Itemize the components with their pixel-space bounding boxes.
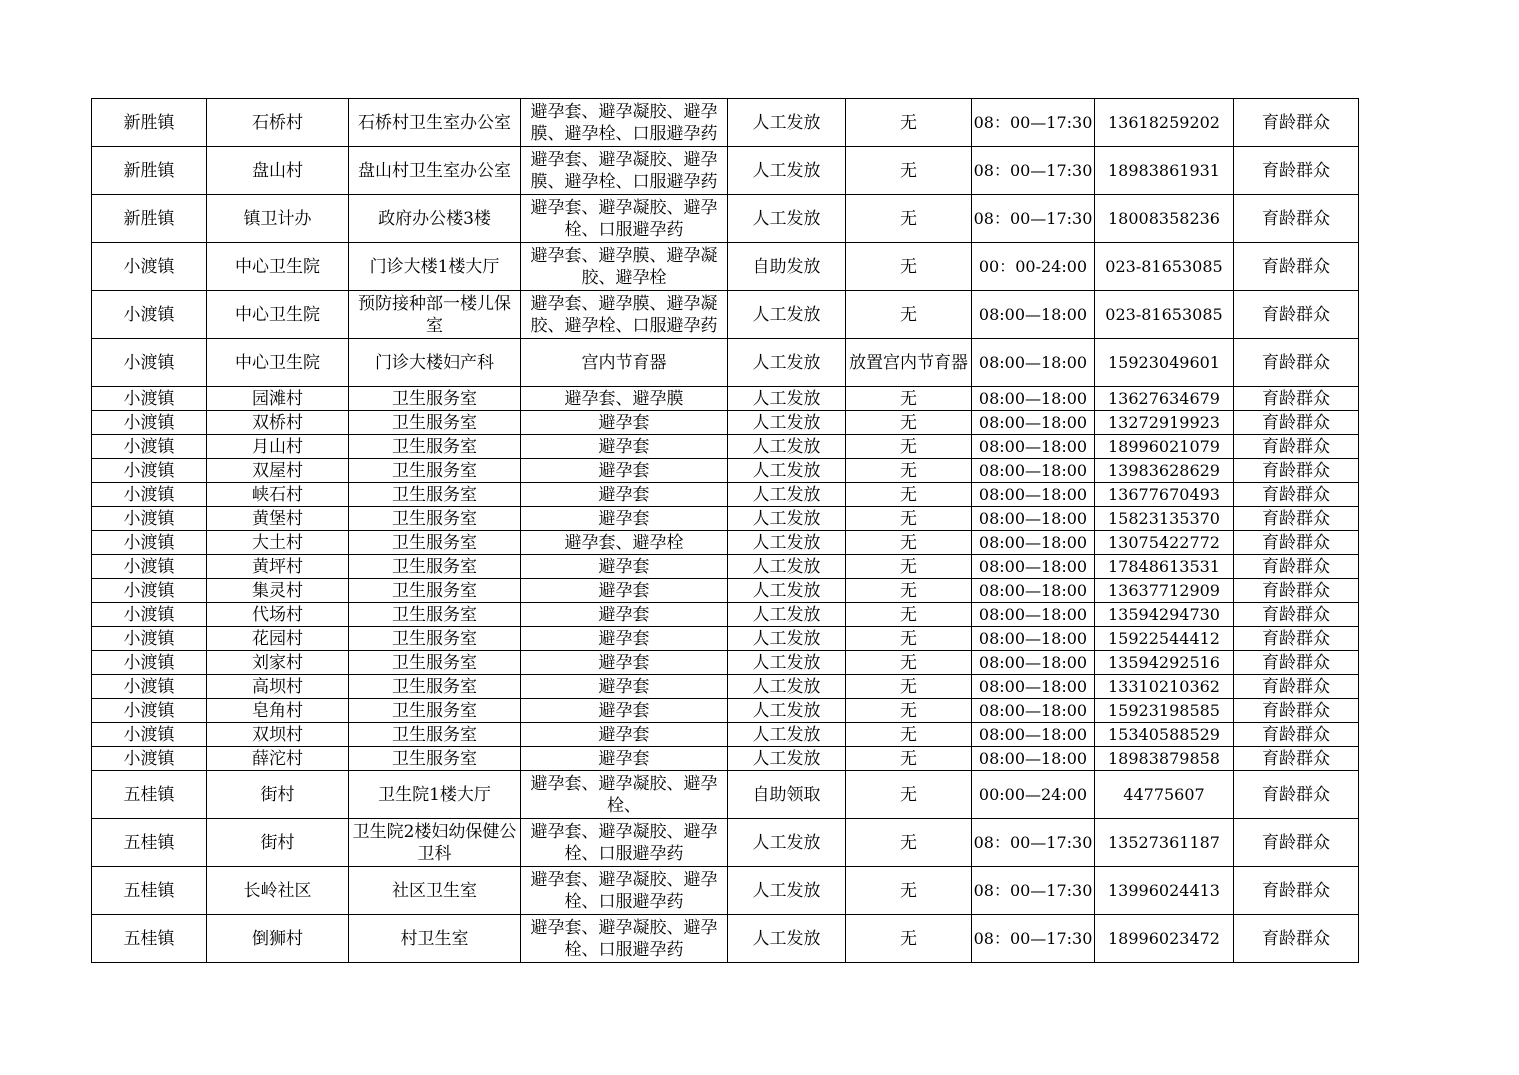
- items-cell: 避孕套、避孕栓: [521, 531, 728, 555]
- hours-cell: 08：00—17:30: [972, 915, 1095, 963]
- hours-cell: 08:00—18:00: [972, 651, 1095, 675]
- note-cell: 无: [846, 627, 972, 651]
- items-cell: 避孕套: [521, 411, 728, 435]
- table-row: [92, 387, 1359, 411]
- target-cell: 育龄群众: [1234, 531, 1359, 555]
- place-cell: 卫生服务室: [349, 651, 521, 675]
- hours-cell: 08:00—18:00: [972, 459, 1095, 483]
- location-cell: 双桥村: [207, 411, 349, 435]
- method-cell: 自助发放: [728, 243, 846, 291]
- method-cell: 人工发放: [728, 339, 846, 387]
- target-cell: 育龄群众: [1234, 435, 1359, 459]
- town-cell: 小渡镇: [92, 243, 207, 291]
- location-cell: 中心卫生院: [207, 291, 349, 339]
- town-cell: 小渡镇: [92, 627, 207, 651]
- target-cell: 育龄群众: [1234, 507, 1359, 531]
- method-cell: 人工发放: [728, 627, 846, 651]
- phone-cell: 15923198585: [1095, 699, 1234, 723]
- place-cell: 卫生服务室: [349, 699, 521, 723]
- hours-cell: 08：00—17:30: [972, 99, 1095, 147]
- place-cell: 卫生服务室: [349, 675, 521, 699]
- table-row: [92, 435, 1359, 459]
- target-cell: 育龄群众: [1234, 459, 1359, 483]
- note-cell: 无: [846, 867, 972, 915]
- town-cell: 小渡镇: [92, 603, 207, 627]
- table-row: [92, 603, 1359, 627]
- note-cell: 无: [846, 147, 972, 195]
- method-cell: 人工发放: [728, 579, 846, 603]
- phone-cell: 023-81653085: [1095, 243, 1234, 291]
- hours-cell: 08:00—18:00: [972, 555, 1095, 579]
- hours-cell: 08:00—18:00: [972, 723, 1095, 747]
- town-cell: 小渡镇: [92, 387, 207, 411]
- method-cell: 人工发放: [728, 531, 846, 555]
- note-cell: 无: [846, 603, 972, 627]
- place-cell: 卫生服务室: [349, 435, 521, 459]
- target-cell: 育龄群众: [1234, 627, 1359, 651]
- table-row: [92, 747, 1359, 771]
- note-cell: 无: [846, 723, 972, 747]
- phone-cell: 15923049601: [1095, 339, 1234, 387]
- hours-cell: 08:00—18:00: [972, 603, 1095, 627]
- location-cell: 峡石村: [207, 483, 349, 507]
- items-cell: 避孕套: [521, 483, 728, 507]
- table-row: [92, 99, 1359, 147]
- items-cell: 避孕套、避孕膜: [521, 387, 728, 411]
- phone-cell: 13677670493: [1095, 483, 1234, 507]
- phone-cell: 13272919923: [1095, 411, 1234, 435]
- hours-cell: 08:00—18:00: [972, 699, 1095, 723]
- items-cell: 避孕套: [521, 555, 728, 579]
- hours-cell: 00：00-24:00: [972, 243, 1095, 291]
- location-cell: 花园村: [207, 627, 349, 651]
- note-cell: 无: [846, 483, 972, 507]
- place-cell: 卫生服务室: [349, 747, 521, 771]
- table-row: [92, 243, 1359, 291]
- phone-cell: 13618259202: [1095, 99, 1234, 147]
- location-cell: 镇卫计办: [207, 195, 349, 243]
- table-row: [92, 579, 1359, 603]
- items-cell: 避孕套: [521, 651, 728, 675]
- place-cell: 卫生服务室: [349, 411, 521, 435]
- items-cell: 避孕套: [521, 723, 728, 747]
- items-cell: 宫内节育器: [521, 339, 728, 387]
- items-cell: 避孕套: [521, 603, 728, 627]
- target-cell: 育龄群众: [1234, 867, 1359, 915]
- target-cell: 育龄群众: [1234, 483, 1359, 507]
- target-cell: 育龄群众: [1234, 243, 1359, 291]
- table-row: [92, 507, 1359, 531]
- location-cell: 薛沱村: [207, 747, 349, 771]
- table-row: [92, 771, 1359, 819]
- town-cell: 小渡镇: [92, 459, 207, 483]
- items-cell: 避孕套、避孕膜、避孕凝胶、避孕栓、口服避孕药: [521, 291, 728, 339]
- target-cell: 育龄群众: [1234, 819, 1359, 867]
- note-cell: 无: [846, 675, 972, 699]
- place-cell: 卫生服务室: [349, 507, 521, 531]
- items-cell: 避孕套、避孕凝胶、避孕栓、口服避孕药: [521, 195, 728, 243]
- method-cell: 人工发放: [728, 699, 846, 723]
- location-cell: 黄堡村: [207, 507, 349, 531]
- phone-cell: 18983861931: [1095, 147, 1234, 195]
- place-cell: 卫生服务室: [349, 531, 521, 555]
- note-cell: 无: [846, 291, 972, 339]
- target-cell: 育龄群众: [1234, 747, 1359, 771]
- hours-cell: 08:00—18:00: [972, 291, 1095, 339]
- table-row: [92, 147, 1359, 195]
- note-cell: 无: [846, 507, 972, 531]
- location-cell: 街村: [207, 819, 349, 867]
- target-cell: 育龄群众: [1234, 723, 1359, 747]
- target-cell: 育龄群众: [1234, 771, 1359, 819]
- method-cell: 人工发放: [728, 747, 846, 771]
- items-cell: 避孕套: [521, 627, 728, 651]
- phone-cell: 13637712909: [1095, 579, 1234, 603]
- hours-cell: 08：00—17:30: [972, 867, 1095, 915]
- note-cell: 无: [846, 915, 972, 963]
- method-cell: 人工发放: [728, 99, 846, 147]
- table-row: [92, 723, 1359, 747]
- table-row: [92, 675, 1359, 699]
- place-cell: 卫生服务室: [349, 603, 521, 627]
- place-cell: 卫生院2楼妇幼保健公卫科: [349, 819, 521, 867]
- location-cell: 中心卫生院: [207, 339, 349, 387]
- note-cell: 无: [846, 771, 972, 819]
- place-cell: 卫生服务室: [349, 723, 521, 747]
- hours-cell: 08:00—18:00: [972, 531, 1095, 555]
- phone-cell: 15922544412: [1095, 627, 1234, 651]
- target-cell: 育龄群众: [1234, 675, 1359, 699]
- location-cell: 倒狮村: [207, 915, 349, 963]
- town-cell: 小渡镇: [92, 579, 207, 603]
- method-cell: 人工发放: [728, 507, 846, 531]
- location-cell: 石桥村: [207, 99, 349, 147]
- place-cell: 政府办公楼3楼: [349, 195, 521, 243]
- location-cell: 街村: [207, 771, 349, 819]
- method-cell: 人工发放: [728, 459, 846, 483]
- note-cell: 无: [846, 459, 972, 483]
- place-cell: 社区卫生室: [349, 867, 521, 915]
- town-cell: 小渡镇: [92, 747, 207, 771]
- items-cell: 避孕套: [521, 459, 728, 483]
- location-cell: 长岭社区: [207, 867, 349, 915]
- table-body: [92, 99, 1359, 963]
- hours-cell: 08:00—18:00: [972, 387, 1095, 411]
- items-cell: 避孕套: [521, 699, 728, 723]
- note-cell: 无: [846, 747, 972, 771]
- town-cell: 小渡镇: [92, 699, 207, 723]
- distribution-table: [91, 98, 1359, 963]
- phone-cell: 13075422772: [1095, 531, 1234, 555]
- target-cell: 育龄群众: [1234, 339, 1359, 387]
- method-cell: 人工发放: [728, 555, 846, 579]
- items-cell: 避孕套: [521, 579, 728, 603]
- table-row: [92, 699, 1359, 723]
- items-cell: 避孕套、避孕凝胶、避孕栓、口服避孕药: [521, 867, 728, 915]
- items-cell: 避孕套: [521, 747, 728, 771]
- location-cell: 月山村: [207, 435, 349, 459]
- note-cell: 无: [846, 243, 972, 291]
- items-cell: 避孕套: [521, 507, 728, 531]
- table-row: [92, 339, 1359, 387]
- target-cell: 育龄群众: [1234, 579, 1359, 603]
- phone-cell: 44775607: [1095, 771, 1234, 819]
- town-cell: 新胜镇: [92, 147, 207, 195]
- method-cell: 人工发放: [728, 867, 846, 915]
- phone-cell: 13594292516: [1095, 651, 1234, 675]
- method-cell: 人工发放: [728, 387, 846, 411]
- location-cell: 高坝村: [207, 675, 349, 699]
- table-row: [92, 483, 1359, 507]
- place-cell: 门诊大楼妇产科: [349, 339, 521, 387]
- note-cell: 放置宫内节育器: [846, 339, 972, 387]
- place-cell: 盘山村卫生室办公室: [349, 147, 521, 195]
- table-row: [92, 651, 1359, 675]
- phone-cell: 17848613531: [1095, 555, 1234, 579]
- hours-cell: 08:00—18:00: [972, 435, 1095, 459]
- note-cell: 无: [846, 651, 972, 675]
- items-cell: 避孕套: [521, 675, 728, 699]
- target-cell: 育龄群众: [1234, 291, 1359, 339]
- items-cell: 避孕套、避孕凝胶、避孕膜、避孕栓、口服避孕药: [521, 99, 728, 147]
- method-cell: 人工发放: [728, 675, 846, 699]
- phone-cell: 18983879858: [1095, 747, 1234, 771]
- town-cell: 小渡镇: [92, 507, 207, 531]
- location-cell: 园滩村: [207, 387, 349, 411]
- method-cell: 人工发放: [728, 195, 846, 243]
- location-cell: 大土村: [207, 531, 349, 555]
- phone-cell: 18996021079: [1095, 435, 1234, 459]
- place-cell: 卫生服务室: [349, 483, 521, 507]
- phone-cell: 023-81653085: [1095, 291, 1234, 339]
- location-cell: 双坝村: [207, 723, 349, 747]
- location-cell: 集灵村: [207, 579, 349, 603]
- target-cell: 育龄群众: [1234, 147, 1359, 195]
- location-cell: 盘山村: [207, 147, 349, 195]
- table-row: [92, 411, 1359, 435]
- phone-cell: 13983628629: [1095, 459, 1234, 483]
- method-cell: 人工发放: [728, 651, 846, 675]
- location-cell: 黄坪村: [207, 555, 349, 579]
- phone-cell: 13594294730: [1095, 603, 1234, 627]
- items-cell: 避孕套: [521, 435, 728, 459]
- method-cell: 人工发放: [728, 291, 846, 339]
- place-cell: 预防接种部一楼儿保室: [349, 291, 521, 339]
- target-cell: 育龄群众: [1234, 603, 1359, 627]
- table-row: [92, 627, 1359, 651]
- town-cell: 小渡镇: [92, 411, 207, 435]
- table-row: [92, 555, 1359, 579]
- items-cell: 避孕套、避孕膜、避孕凝胶、避孕栓: [521, 243, 728, 291]
- hours-cell: 08:00—18:00: [972, 411, 1095, 435]
- target-cell: 育龄群众: [1234, 387, 1359, 411]
- method-cell: 人工发放: [728, 723, 846, 747]
- place-cell: 卫生服务室: [349, 579, 521, 603]
- phone-cell: 15340588529: [1095, 723, 1234, 747]
- items-cell: 避孕套、避孕凝胶、避孕膜、避孕栓、口服避孕药: [521, 147, 728, 195]
- hours-cell: 08:00—18:00: [972, 483, 1095, 507]
- table-row: [92, 867, 1359, 915]
- hours-cell: 08:00—18:00: [972, 747, 1095, 771]
- target-cell: 育龄群众: [1234, 99, 1359, 147]
- place-cell: 石桥村卫生室办公室: [349, 99, 521, 147]
- table-row: [92, 459, 1359, 483]
- location-cell: 中心卫生院: [207, 243, 349, 291]
- hours-cell: 08:00—18:00: [972, 675, 1095, 699]
- phone-cell: 13996024413: [1095, 867, 1234, 915]
- town-cell: 小渡镇: [92, 723, 207, 747]
- hours-cell: 00:00—24:00: [972, 771, 1095, 819]
- note-cell: 无: [846, 819, 972, 867]
- note-cell: 无: [846, 555, 972, 579]
- place-cell: 门诊大楼1楼大厅: [349, 243, 521, 291]
- town-cell: 小渡镇: [92, 483, 207, 507]
- target-cell: 育龄群众: [1234, 651, 1359, 675]
- note-cell: 无: [846, 531, 972, 555]
- target-cell: 育龄群众: [1234, 915, 1359, 963]
- hours-cell: 08：00—17:30: [972, 819, 1095, 867]
- note-cell: 无: [846, 435, 972, 459]
- target-cell: 育龄群众: [1234, 699, 1359, 723]
- town-cell: 五桂镇: [92, 771, 207, 819]
- place-cell: 卫生服务室: [349, 555, 521, 579]
- location-cell: 双屋村: [207, 459, 349, 483]
- place-cell: 村卫生室: [349, 915, 521, 963]
- location-cell: 刘家村: [207, 651, 349, 675]
- phone-cell: 13527361187: [1095, 819, 1234, 867]
- note-cell: 无: [846, 411, 972, 435]
- town-cell: 新胜镇: [92, 99, 207, 147]
- town-cell: 五桂镇: [92, 915, 207, 963]
- method-cell: 人工发放: [728, 411, 846, 435]
- items-cell: 避孕套、避孕凝胶、避孕栓、: [521, 771, 728, 819]
- note-cell: 无: [846, 99, 972, 147]
- table-row: [92, 195, 1359, 243]
- hours-cell: 08:00—18:00: [972, 507, 1095, 531]
- town-cell: 小渡镇: [92, 339, 207, 387]
- hours-cell: 08：00—17:30: [972, 195, 1095, 243]
- items-cell: 避孕套、避孕凝胶、避孕栓、口服避孕药: [521, 915, 728, 963]
- method-cell: 自助领取: [728, 771, 846, 819]
- target-cell: 育龄群众: [1234, 195, 1359, 243]
- note-cell: 无: [846, 195, 972, 243]
- phone-cell: 18008358236: [1095, 195, 1234, 243]
- town-cell: 小渡镇: [92, 531, 207, 555]
- table-row: [92, 531, 1359, 555]
- target-cell: 育龄群众: [1234, 555, 1359, 579]
- table-row: [92, 915, 1359, 963]
- phone-cell: 13627634679: [1095, 387, 1234, 411]
- town-cell: 小渡镇: [92, 675, 207, 699]
- table-row: [92, 291, 1359, 339]
- note-cell: 无: [846, 579, 972, 603]
- method-cell: 人工发放: [728, 603, 846, 627]
- table-row: [92, 819, 1359, 867]
- method-cell: 人工发放: [728, 819, 846, 867]
- town-cell: 小渡镇: [92, 651, 207, 675]
- place-cell: 卫生院1楼大厅: [349, 771, 521, 819]
- note-cell: 无: [846, 387, 972, 411]
- location-cell: 代场村: [207, 603, 349, 627]
- town-cell: 小渡镇: [92, 555, 207, 579]
- hours-cell: 08：00—17:30: [972, 147, 1095, 195]
- method-cell: 人工发放: [728, 483, 846, 507]
- phone-cell: 13310210362: [1095, 675, 1234, 699]
- place-cell: 卫生服务室: [349, 387, 521, 411]
- hours-cell: 08:00—18:00: [972, 339, 1095, 387]
- town-cell: 五桂镇: [92, 819, 207, 867]
- hours-cell: 08:00—18:00: [972, 579, 1095, 603]
- hours-cell: 08:00—18:00: [972, 627, 1095, 651]
- place-cell: 卫生服务室: [349, 627, 521, 651]
- phone-cell: 18996023472: [1095, 915, 1234, 963]
- location-cell: 皂角村: [207, 699, 349, 723]
- note-cell: 无: [846, 699, 972, 723]
- target-cell: 育龄群众: [1234, 411, 1359, 435]
- items-cell: 避孕套、避孕凝胶、避孕栓、口服避孕药: [521, 819, 728, 867]
- town-cell: 小渡镇: [92, 435, 207, 459]
- town-cell: 新胜镇: [92, 195, 207, 243]
- method-cell: 人工发放: [728, 435, 846, 459]
- method-cell: 人工发放: [728, 147, 846, 195]
- method-cell: 人工发放: [728, 915, 846, 963]
- town-cell: 五桂镇: [92, 867, 207, 915]
- town-cell: 小渡镇: [92, 291, 207, 339]
- place-cell: 卫生服务室: [349, 459, 521, 483]
- phone-cell: 15823135370: [1095, 507, 1234, 531]
